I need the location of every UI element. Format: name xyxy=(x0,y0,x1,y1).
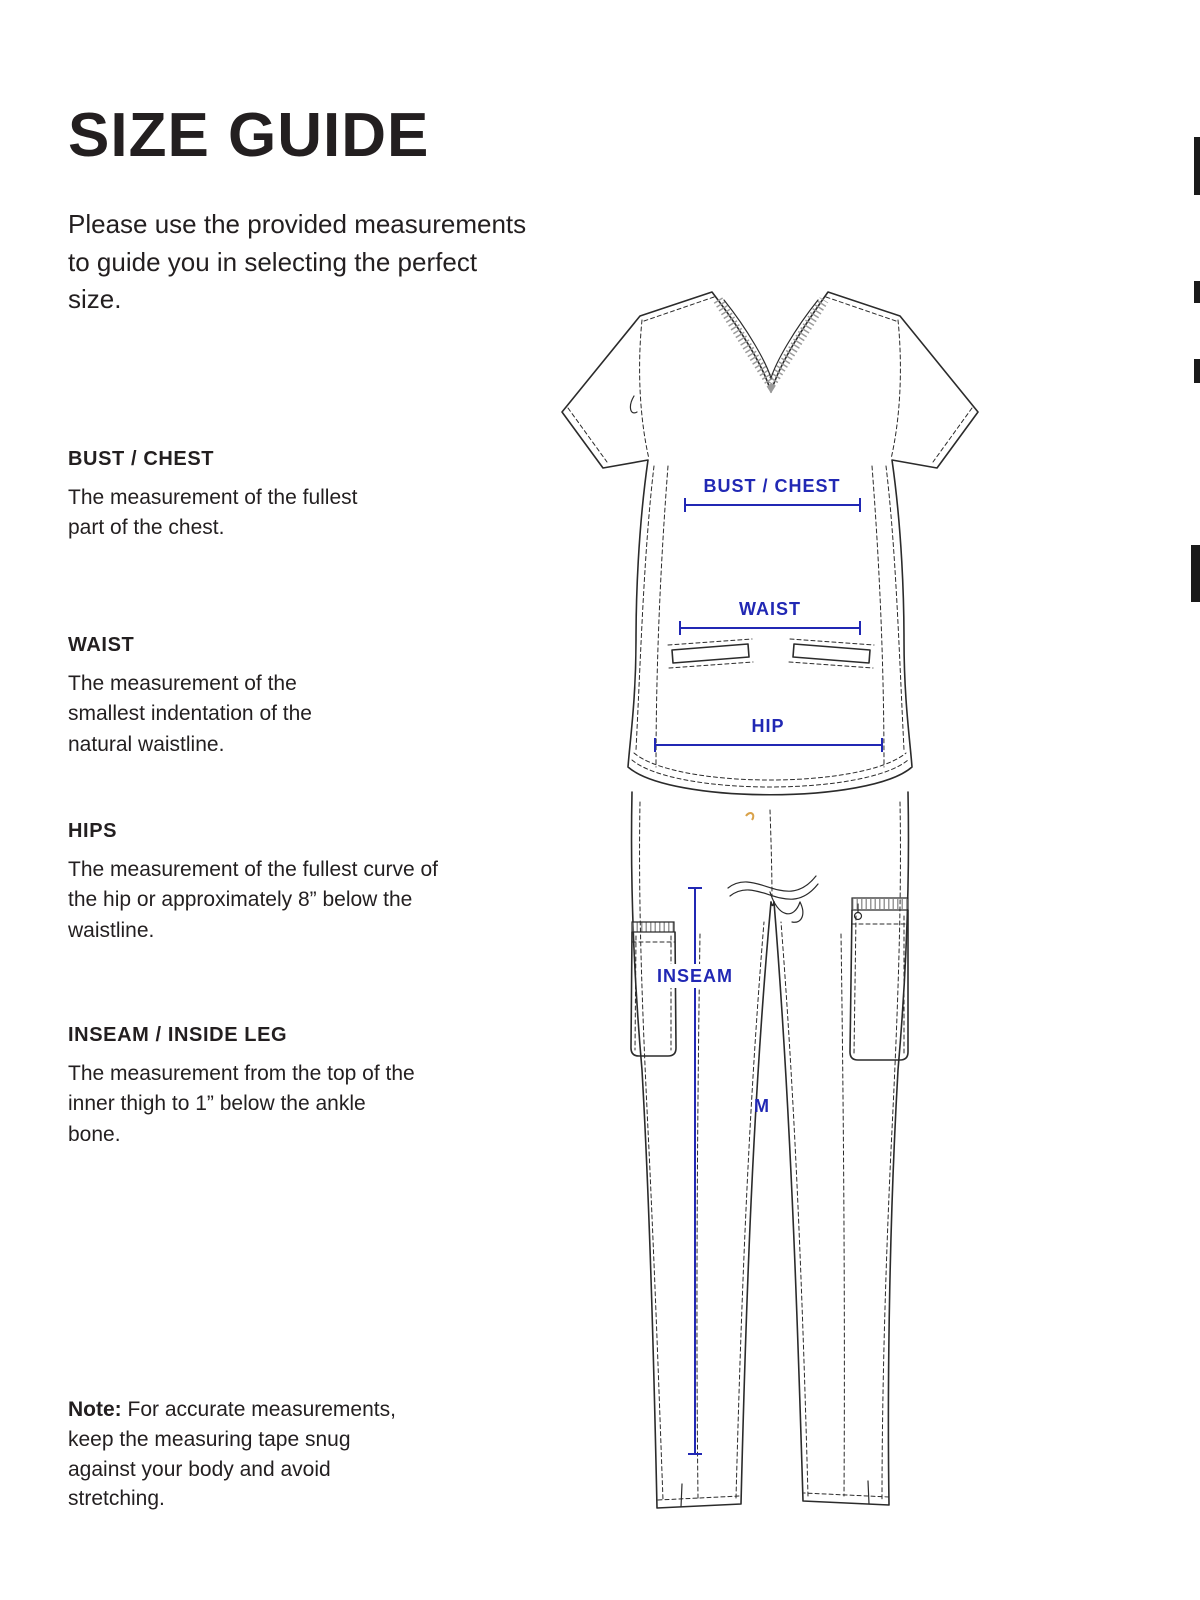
size-diagram-svg xyxy=(540,270,1060,1550)
note-label: Note: xyxy=(68,1398,122,1421)
measurement-note xyxy=(68,1395,418,1514)
right-hem-slit xyxy=(868,1481,869,1504)
section-heading: INSEAM / INSIDE LEG xyxy=(68,1024,288,1046)
section-heading: HIPS xyxy=(68,820,118,842)
scrub-pants-illustration xyxy=(631,792,908,1508)
brand-tag xyxy=(746,813,753,820)
section-body: The measurement of the fullest curve of the hip or approximately 8” below the waistline. xyxy=(68,858,439,942)
inseam-measurement-label: INSEAM xyxy=(656,966,734,986)
section-body: The measurement of the fullest part of the chest. xyxy=(68,486,358,540)
section-bust-chest xyxy=(68,448,368,544)
note-body: For accurate measurements, keep the measuring tape snug against your body and avoid stretching. xyxy=(68,1398,396,1511)
cargo-pocket-left xyxy=(631,922,676,1056)
bust-measurement-label: BUST / CHEST xyxy=(703,476,841,496)
inseam-measurement xyxy=(650,888,740,1454)
drawstring xyxy=(728,876,818,922)
section-heading: WAIST xyxy=(68,634,135,656)
waist-measurement-label: WAIST xyxy=(739,599,801,619)
section-hips xyxy=(68,820,453,946)
section-body: The measurement from the top of the inner thigh to 1” below the ankle bone. xyxy=(68,1062,415,1146)
garment-diagram xyxy=(540,270,1060,1550)
size-marker-label: M xyxy=(754,1096,770,1116)
left-hem-slit xyxy=(681,1484,682,1507)
scrub-top-illustration xyxy=(562,292,978,820)
intro-text: Please use the provided measurements to guide you in selecting the perfect size. xyxy=(68,209,527,315)
section-inseam xyxy=(68,1024,423,1150)
fly-stitch-line xyxy=(770,810,772,900)
hip-measurement-label: HIP xyxy=(751,716,785,736)
page-title: SIZE GUIDE xyxy=(68,100,430,170)
edge-artifact xyxy=(1194,281,1200,303)
edge-artifact xyxy=(1194,137,1200,195)
edge-artifact xyxy=(1194,359,1200,383)
section-heading: BUST / CHEST xyxy=(68,448,215,470)
section-waist xyxy=(68,634,378,760)
edge-artifact xyxy=(1191,545,1200,602)
pants-left-leg xyxy=(632,792,771,1508)
section-body: The measurement of the smallest indentation of the natural waistline. xyxy=(68,672,312,756)
